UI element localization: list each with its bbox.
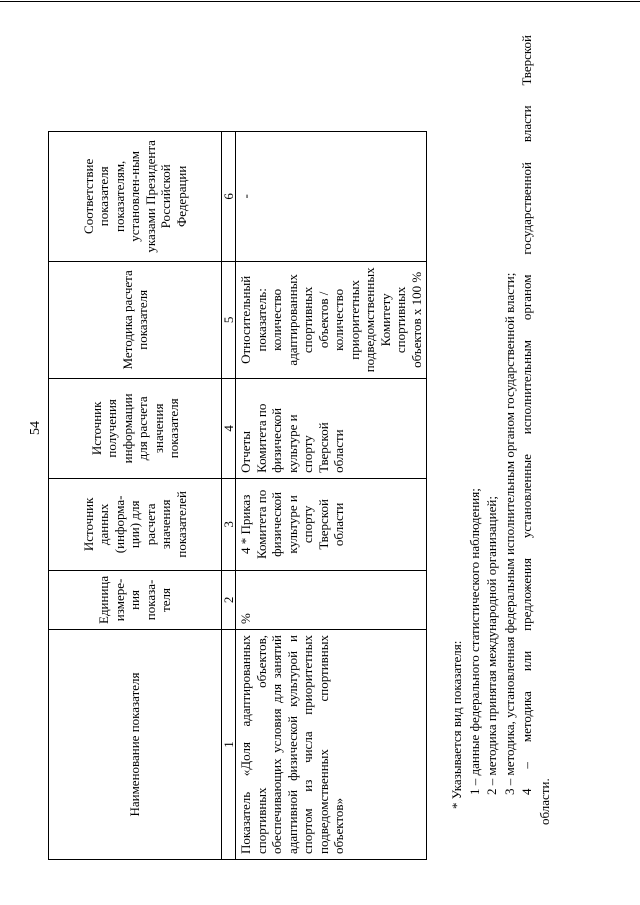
column-number: 3 — [222, 478, 236, 570]
footnote-item: 3 – методика, установленная федеральным исполнительным органом государственной власти; — [501, 272, 517, 795]
footnotes — [448, 35, 553, 825]
indicator-table — [48, 131, 427, 860]
header-info-source: Источник получения информации для расчета значения показателя — [49, 378, 222, 478]
footnote-item: 2 – методика принятая международной организацией; — [484, 496, 499, 795]
header-calculation-method: Методика расчета показателя — [49, 261, 222, 378]
column-number: 1 — [222, 630, 236, 860]
cell-indicator-name: Показатель «Доля адаптированных спортивных объектов, обеспечивающих условия для занятий адаптивной физической культурой и спортом из числа приоритетных подведомственных спортивных объектов» — [236, 630, 427, 860]
table-header-row — [49, 131, 222, 859]
footnote-item: 4 – методика или предложения установленные исполнительным органом государственной власти Тверской — [519, 35, 534, 795]
column-number: 5 — [222, 261, 236, 378]
footnote-title: * Указывается вид показателя: — [449, 640, 464, 809]
cell-compliance: - — [236, 131, 427, 261]
column-number: 6 — [222, 131, 236, 261]
header-compliance: Соответствие показателя показателям, установлен-ным указами Президента Российской Федерации — [49, 131, 222, 261]
header-data-source: Источник данных (информа-ции) для расчета значения показателей — [49, 478, 222, 570]
header-indicator-name: Наименование показателя — [49, 630, 222, 860]
column-number-row — [222, 131, 236, 859]
cell-data-source: 4 * Приказ Комитета по физической культуре и спорту Тверской области — [236, 478, 427, 570]
cell-info-source: Отчеты Комитета по физической культуре и спорту Тверской области — [236, 378, 427, 478]
footnote-item: 1 – данные федерального статистического наблюдения; — [466, 488, 482, 795]
footnote-item-continuation: области. — [536, 778, 552, 825]
column-number: 4 — [222, 378, 236, 478]
cell-unit: % — [236, 570, 427, 629]
column-number: 2 — [222, 570, 236, 629]
page-number: 54 — [28, 421, 43, 435]
table-row — [236, 131, 427, 859]
header-unit: Единица измере-ния показа-теля — [49, 570, 222, 629]
cell-calculation-method: Относительный показатель: количество адаптированных спортивных объектов / количество приоритетных подведомственных Комитету спортивных объектов х 100 % — [236, 261, 427, 378]
